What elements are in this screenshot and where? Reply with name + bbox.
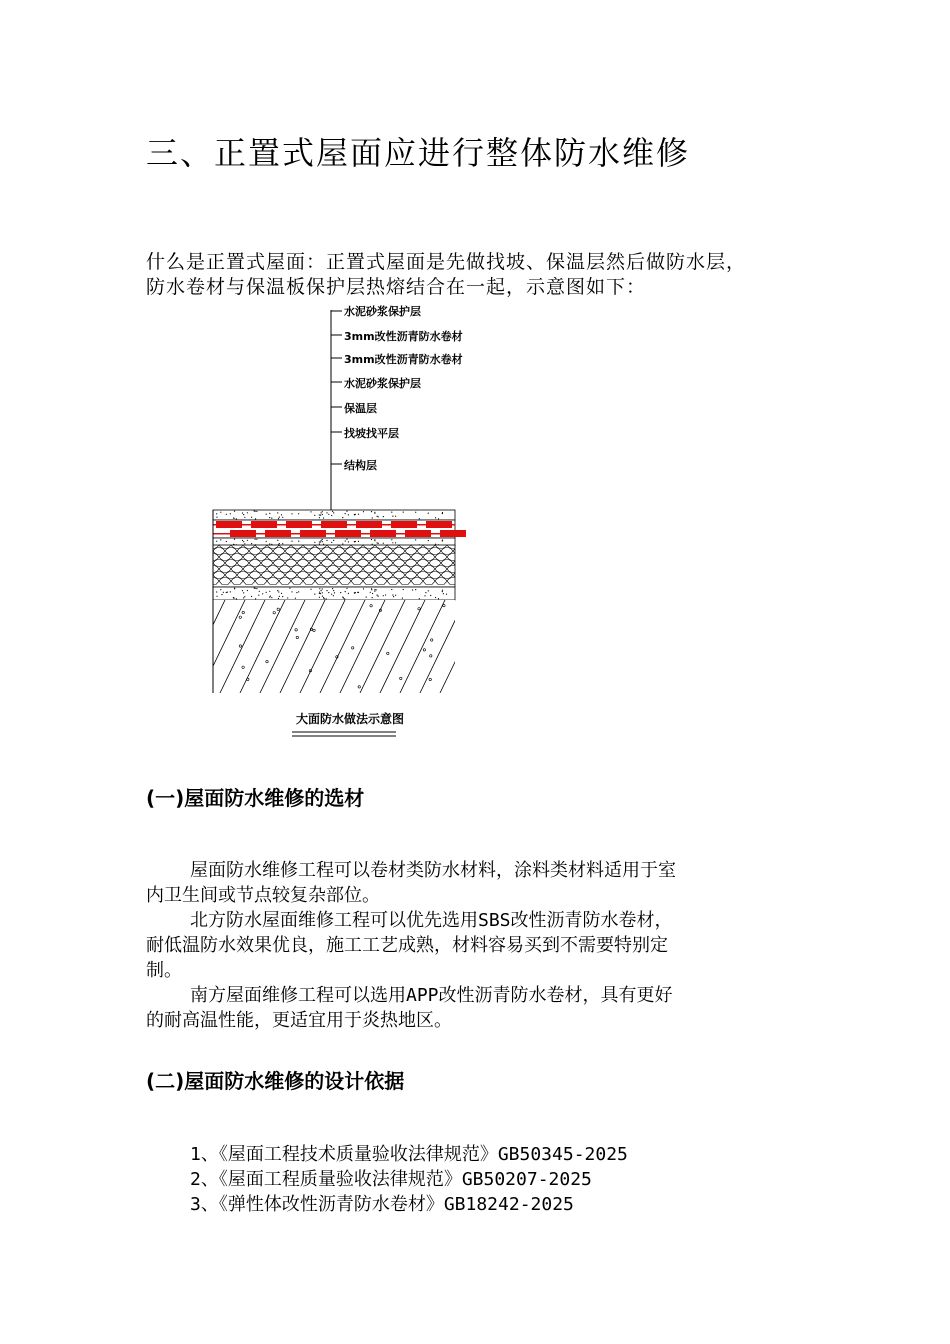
speckle [374,591,375,592]
speckle [262,593,263,594]
insulation-cell [459,542,470,549]
speckle [279,543,280,544]
speckle [244,543,245,544]
speckle [243,514,244,515]
speckle [333,590,334,591]
speckle [319,541,320,542]
speckle [279,596,280,597]
speckle [233,518,234,519]
speckle [391,589,392,590]
speckle [234,539,235,540]
para-2-line-3: 制。 [146,960,182,981]
speckle [430,595,431,596]
speckle [321,512,322,513]
speckle [251,517,252,518]
speckle [371,589,372,590]
speckle [333,595,334,596]
speckle [324,598,325,599]
speckle [372,517,373,518]
speckle [282,596,283,597]
speckle [269,513,270,514]
reference-item-2: 2、《屋面工程质量验收法律规范》GB50207-2025 [190,1169,592,1190]
speckle [403,589,404,590]
speckle [328,514,329,515]
speckle [332,511,333,512]
speckle [322,539,323,540]
speckle [340,592,341,593]
speckle [234,511,235,512]
speckle [348,541,349,542]
insulation-cell [465,572,470,579]
speckle [256,588,257,589]
speckle [320,515,321,516]
speckle [383,543,384,544]
speckle [346,539,347,540]
speckle [395,516,396,517]
speckle [345,513,346,514]
speckle [216,596,217,597]
speckle [346,588,347,589]
speckle [277,590,278,591]
speckle [374,589,375,590]
speckle [415,539,416,540]
speckle [242,512,243,513]
speckle [419,518,420,519]
speckle [255,518,256,519]
speckle [314,515,315,516]
speckle [415,589,416,590]
speckle [266,592,267,593]
speckle [393,596,394,597]
speckle [226,514,227,515]
speckle [442,591,443,592]
speckle [266,514,267,515]
speckle [277,512,278,513]
speckle [331,515,332,516]
speckle [278,598,279,599]
speckle [331,542,332,543]
speckle [438,598,439,599]
speckle [310,589,311,590]
speckle [391,512,392,513]
speckle [428,513,429,514]
speckle [377,516,378,517]
speckle [266,541,267,542]
speckle [358,541,359,542]
speckle [378,543,379,544]
speckle [220,539,221,540]
speckle [345,591,346,592]
speckle [319,514,320,515]
para-1-line-2: 内卫生间或节点较复杂部位。 [146,885,380,906]
speckle [282,543,283,544]
speckle [376,589,377,590]
speckle [223,592,224,593]
speckle [357,592,358,593]
speckle [216,513,217,514]
para-3-line-2: 的耐高温性能，更适宜用于炎热地区。 [146,1010,452,1031]
speckle [326,598,327,599]
speckle [442,590,443,591]
speckle [322,588,323,589]
speckle [236,518,237,519]
membrane-line [213,533,455,535]
speckle [256,539,257,540]
speckle [443,593,444,594]
speckle [279,517,280,518]
speckle [321,590,322,591]
speckle [377,595,378,596]
speckle [322,514,323,515]
speckle [320,541,321,542]
speckle [243,592,244,593]
speckle [346,511,347,512]
speckle [298,541,299,542]
speckle [438,518,439,519]
speckle [319,588,320,589]
legend-label-4: 水泥砂浆保护层 [344,377,421,390]
speckle [234,588,235,589]
membrane-layers [213,520,466,538]
speckle [322,592,323,593]
speckle [354,541,355,542]
insulation-cell [459,578,470,585]
speckle [372,593,373,594]
speckle [278,591,279,592]
speckle [428,540,429,541]
speckle [233,597,234,598]
speckle [435,597,436,598]
speckle [374,513,375,514]
speckle [392,542,393,543]
speckle [291,591,292,592]
speckle [377,542,378,543]
speckle [333,540,334,541]
speckle [348,593,349,594]
membrane-line [213,524,455,526]
speckle [412,589,413,590]
speckle [326,590,327,591]
speckle [392,594,393,595]
reference-item-3: 3、《弹性体改性沥青防水卷材》GB18242-2025 [190,1194,574,1215]
speckle [391,539,392,540]
speckle [287,597,288,598]
speckle [236,598,237,599]
speckle [343,597,344,598]
speckle [435,517,436,518]
hatch-line [200,600,205,693]
speckle [296,592,297,593]
speckle [244,596,245,597]
speckle [321,540,322,541]
speckle [247,512,248,513]
speckle [243,541,244,542]
speckle [415,512,416,513]
insulation-cell [459,566,470,573]
speckle [354,593,355,594]
speckle [372,597,373,598]
speckle [358,514,359,515]
para-2-line-1: 北方防水屋面维修工程可以优先选用SBS改性沥青防水卷材， [190,910,673,931]
legend-label-2: 3mm改性沥青防水卷材 [344,330,463,343]
speckle [242,540,243,541]
speckle [314,594,315,595]
speckle [244,517,245,518]
speckle [342,543,343,544]
speckle [424,595,425,596]
speckle [310,511,311,512]
top-mortar-layer [213,510,455,520]
speckle [319,592,320,593]
speckle [314,542,315,543]
speckle [428,590,429,591]
speckle [326,540,327,541]
speckle [442,513,443,514]
speckle [269,517,270,518]
speckle [392,516,393,517]
speckle [366,597,367,598]
speckle [446,594,447,595]
speckle [289,588,290,589]
speckle [277,540,278,541]
speckle [403,512,404,513]
speckle [319,593,320,594]
speckle [345,540,346,541]
speckle [254,587,255,588]
speckle [328,592,329,593]
speckle [220,512,221,513]
speckle [281,593,282,594]
speckle [385,594,386,595]
speckle [255,598,256,599]
speckle [271,597,272,598]
speckle [278,518,279,519]
speckle [332,588,333,589]
slope-layer [213,587,455,600]
speckle [363,588,364,589]
speckle [255,539,256,540]
para-2-line-2: 耐低温防水效果优良，施工工艺成熟，材料容易买到不需要特别定 [146,935,668,956]
insulation-cell [459,554,470,561]
speckle [281,514,282,515]
speckle [269,543,270,544]
legend-label-3: 3mm改性沥青防水卷材 [344,353,463,366]
legend-label-7: 结构层 [344,459,377,472]
speckle [323,517,324,518]
page-title: 三、正置式屋面应进行整体防水维修 [146,134,691,172]
speckle [242,590,243,591]
speckle [271,518,272,519]
roof-layer-diagram [200,300,470,750]
section-heading-design-basis: (二)屋面防水维修的设计依据 [146,1069,405,1093]
speckle [374,540,375,541]
speckle [425,592,426,593]
speckle [269,597,270,598]
speckle [442,512,443,513]
speckle [291,513,292,514]
speckle [319,517,320,518]
legend-label-1: 水泥砂浆保护层 [344,305,421,318]
speckle [334,592,335,593]
speckle [221,594,222,595]
speckle [319,543,320,544]
speckle [251,596,252,597]
legend-label-6: 找坡找平层 [344,427,399,440]
speckle [326,512,327,513]
hatch-line [460,600,470,693]
speckle [256,511,257,512]
speckle [344,598,345,599]
speckle [354,514,355,515]
structure-layer [213,600,455,693]
speckle [298,513,299,514]
para-1-line-1: 屋面防水维修工程可以卷材类防水材料，涂料类材料适用于室 [190,860,676,881]
speckle [226,541,227,542]
speckle [258,595,259,596]
speckle [247,590,248,591]
speckle [322,541,323,542]
speckle [371,539,372,540]
speckle [383,516,384,517]
speckle [320,593,321,594]
speckle [383,595,384,596]
speckle [230,513,231,514]
speckle [216,541,217,542]
speckle [371,511,372,512]
speckle [322,511,323,512]
speckle [251,543,252,544]
speckle [378,596,379,597]
section-heading-materials: (一)屋面防水维修的选材 [146,786,365,810]
intro-line-1: 什么是正置式屋面：正置式屋面是先做找坡、保温层然后做防水层， [146,251,747,273]
intro-line-2: 防水卷材与保温板保护层热熔结合在一起，示意图如下： [146,276,647,298]
speckle [295,598,296,599]
speckle [227,592,228,593]
speckle [363,511,364,512]
speckle [333,512,334,513]
speckle [230,591,231,592]
leader-ticks [331,311,342,464]
speckle [395,542,396,543]
speckle [282,517,283,518]
diagram-caption: 大面防水做法示意图 [296,712,405,726]
speckle [243,597,244,598]
insulation-cell [465,548,470,555]
speckle [270,596,271,597]
para-3-line-1: 南方屋面维修工程可以选用APP改性沥青防水卷材，具有更好 [190,985,673,1006]
reference-item-1: 1、《屋面工程技术质量验收法律规范》GB50345-2025 [190,1144,628,1165]
speckle [342,517,343,518]
speckle [247,540,248,541]
speckle [348,514,349,515]
speckle [331,594,332,595]
speckle [269,591,270,592]
speckle [216,517,217,518]
speckle [298,591,299,592]
speckle [216,591,217,592]
speckle [291,541,292,542]
speckle [322,596,323,597]
speckle [395,595,396,596]
speckle [254,510,255,511]
legend-label-5: 保温层 [344,402,377,415]
speckle [419,598,420,599]
speckle [370,592,371,593]
speckle [319,597,320,598]
speckle [378,516,379,517]
insulation-cell [465,560,470,567]
speckle [442,540,443,541]
speckle [402,598,403,599]
speckle [259,591,260,592]
speckle [220,589,221,590]
